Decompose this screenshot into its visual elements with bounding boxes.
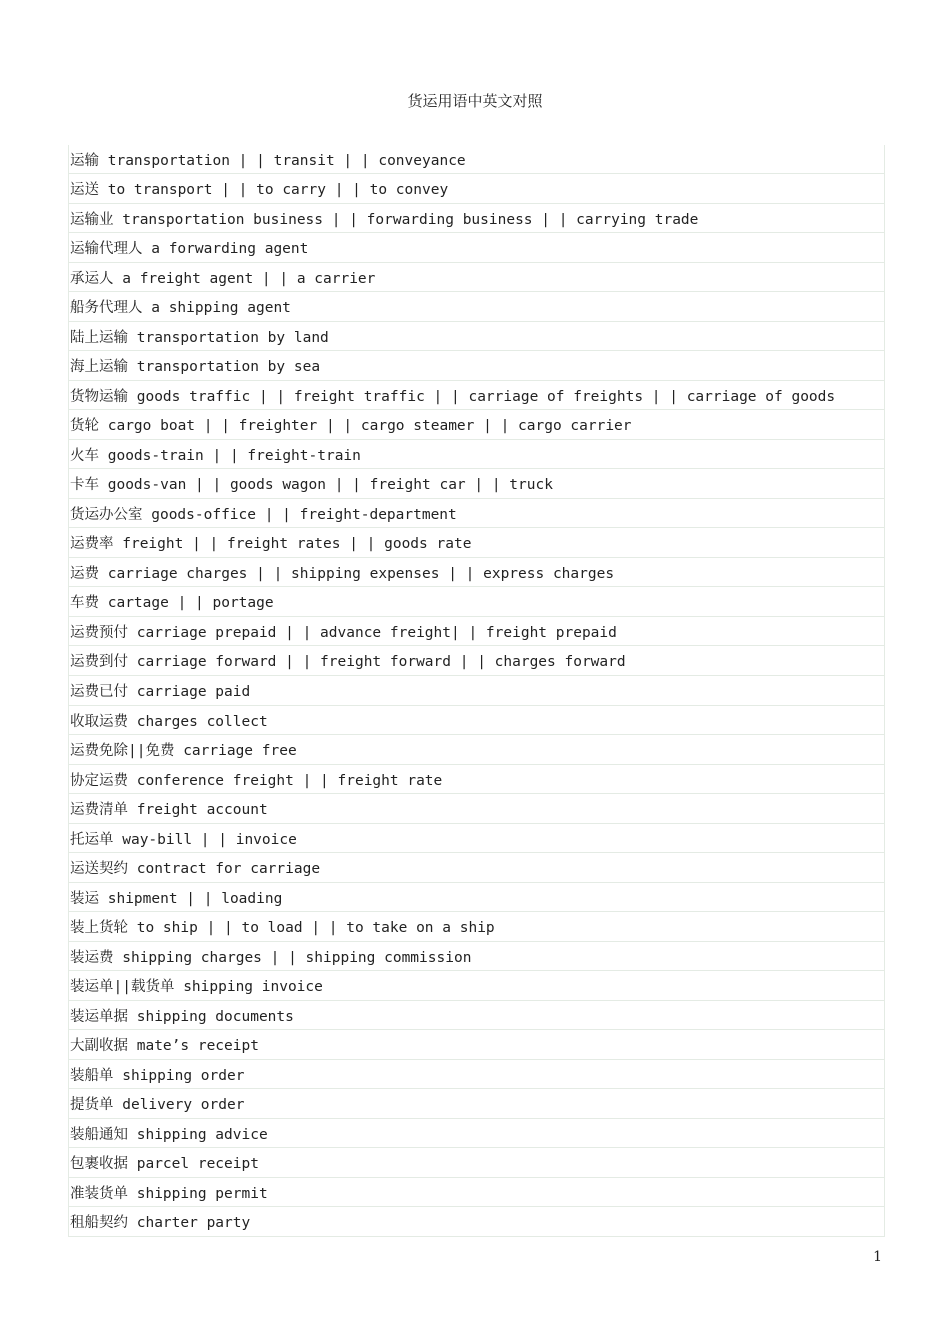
glossary-row: 装运单||载货单 shipping invoice (69, 971, 884, 1001)
glossary-row: 车费 cartage | | portage (69, 587, 884, 617)
glossary-row: 装船通知 shipping advice (69, 1119, 884, 1148)
glossary-row: 运输业 transportation business | | forwarding business | | carrying trade (69, 204, 884, 233)
glossary-row: 运费清单 freight account (69, 794, 884, 824)
glossary-row: 火车 goods-train | | freight-train (69, 440, 884, 469)
glossary-row: 卡车 goods-van | | goods wagon | | freight car | | truck (69, 469, 884, 499)
glossary-row: 托运单 way-bill | | invoice (69, 824, 884, 853)
glossary-row: 承运人 a freight agent | | a carrier (69, 263, 884, 292)
glossary-row: 大副收据 mate’s receipt (69, 1030, 884, 1060)
glossary-row: 陆上运输 transportation by land (69, 322, 884, 351)
glossary-row: 货运办公室 goods-office | | freight-department (69, 499, 884, 528)
glossary-row: 装运费 shipping charges | | shipping commission (69, 942, 884, 971)
glossary-row: 收取运费 charges collect (69, 706, 884, 735)
glossary-row: 装运 shipment | | loading (69, 883, 884, 912)
glossary-row: 运费免除||免费 carriage free (69, 735, 884, 765)
glossary-row: 装船单 shipping order (69, 1060, 884, 1089)
glossary-row: 海上运输 transportation by sea (69, 351, 884, 381)
page-number: 1 (873, 1249, 882, 1265)
glossary-row: 协定运费 conference freight | | freight rate (69, 765, 884, 794)
glossary-row: 运费预付 carriage prepaid | | advance freight| | freight prepaid (69, 617, 884, 646)
glossary-row: 运费已付 carriage paid (69, 676, 884, 706)
glossary-row: 货物运输 goods traffic | | freight traffic | | carriage of freights | | carriage of goods (69, 381, 884, 410)
glossary-table (68, 145, 885, 1237)
glossary-row: 运输代理人 a forwarding agent (69, 233, 884, 263)
glossary-row: 运费到付 carriage forward | | freight forward | | charges forward (69, 646, 884, 676)
glossary-row: 运输 transportation | | transit | | conveyance (69, 145, 884, 174)
glossary-row: 包裹收据 parcel receipt (69, 1148, 884, 1178)
glossary-row: 运费 carriage charges | | shipping expenses | | express charges (69, 558, 884, 587)
document-title: 货运用语中英文对照 (407, 92, 543, 110)
glossary-row: 装上货轮 to ship | | to load | | to take on a ship (69, 912, 884, 942)
glossary-row: 提货单 delivery order (69, 1089, 884, 1119)
glossary-row: 准装货单 shipping permit (69, 1178, 884, 1207)
glossary-row: 运送 to transport | | to carry | | to convey (69, 174, 884, 204)
glossary-row: 装运单据 shipping documents (69, 1001, 884, 1030)
glossary-row: 运送契约 contract for carriage (69, 853, 884, 883)
glossary-row: 船务代理人 a shipping agent (69, 292, 884, 322)
glossary-row: 货轮 cargo boat | | freighter | | cargo steamer | | cargo carrier (69, 410, 884, 440)
glossary-row: 运费率 freight | | freight rates | | goods rate (69, 528, 884, 558)
glossary-row: 租船契约 charter party (69, 1207, 884, 1237)
